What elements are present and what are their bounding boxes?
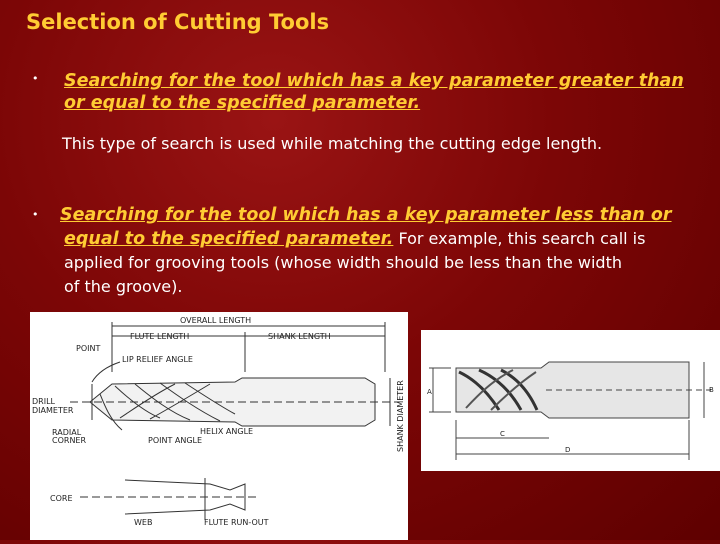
end-mill-svg xyxy=(421,330,720,471)
label-core: CORE xyxy=(50,494,73,503)
label-web: WEB xyxy=(134,518,153,527)
label-drill: DRILL xyxy=(32,397,55,406)
bullet-1-body: This type of search is used while matching the cutting edge length. xyxy=(62,134,603,153)
label-a: A xyxy=(427,388,432,396)
bullet-1-heading-line1: Searching for the tool which has a key parameter greater than xyxy=(64,71,684,91)
bullet-2-line2-rest: For example, this search call is xyxy=(393,229,646,248)
drill-nomenclature-diagram xyxy=(30,312,408,540)
slide-title: Selection of Cutting Tools xyxy=(26,10,330,34)
bullet-2-line4: of the groove). xyxy=(64,277,183,296)
bullet-2-marker: • xyxy=(32,208,39,221)
bullet-2-heading-line2: equal to the specified parameter. xyxy=(64,229,394,249)
label-helix-angle: HELIX ANGLE xyxy=(200,427,254,436)
label-point: POINT xyxy=(76,344,101,353)
label-point-angle: POINT ANGLE xyxy=(148,436,203,445)
label-flute-run-out: FLUTE RUN-OUT xyxy=(204,518,269,527)
label-shank-diameter: SHANK DIAMETER xyxy=(396,380,405,452)
label-lip-relief-angle: LIP RELIEF ANGLE xyxy=(122,355,193,364)
bullet-2-line2 xyxy=(64,229,645,249)
bullet-2-line3: applied for grooving tools (whose width should be less than the width xyxy=(64,253,622,272)
drill-diagram-svg xyxy=(30,312,408,540)
label-diameter: DIAMETER xyxy=(32,406,74,415)
bullet-1-marker: • xyxy=(32,72,39,85)
label-shank-length: SHANK LENGTH xyxy=(268,332,331,341)
label-b: B xyxy=(709,386,714,394)
label-c: C xyxy=(500,430,505,438)
label-d: D xyxy=(565,446,571,454)
label-radial: RADIAL xyxy=(52,428,82,437)
label-corner: CORNER xyxy=(52,436,87,445)
end-mill-diagram xyxy=(421,330,720,471)
label-overall-length: OVERALL LENGTH xyxy=(180,316,252,325)
label-flute-length: FLUTE LENGTH xyxy=(130,332,190,341)
bullet-2-heading-line1: Searching for the tool which has a key parameter less than or xyxy=(60,205,672,225)
bullet-1-heading-line2: or equal to the specified parameter. xyxy=(64,93,421,113)
